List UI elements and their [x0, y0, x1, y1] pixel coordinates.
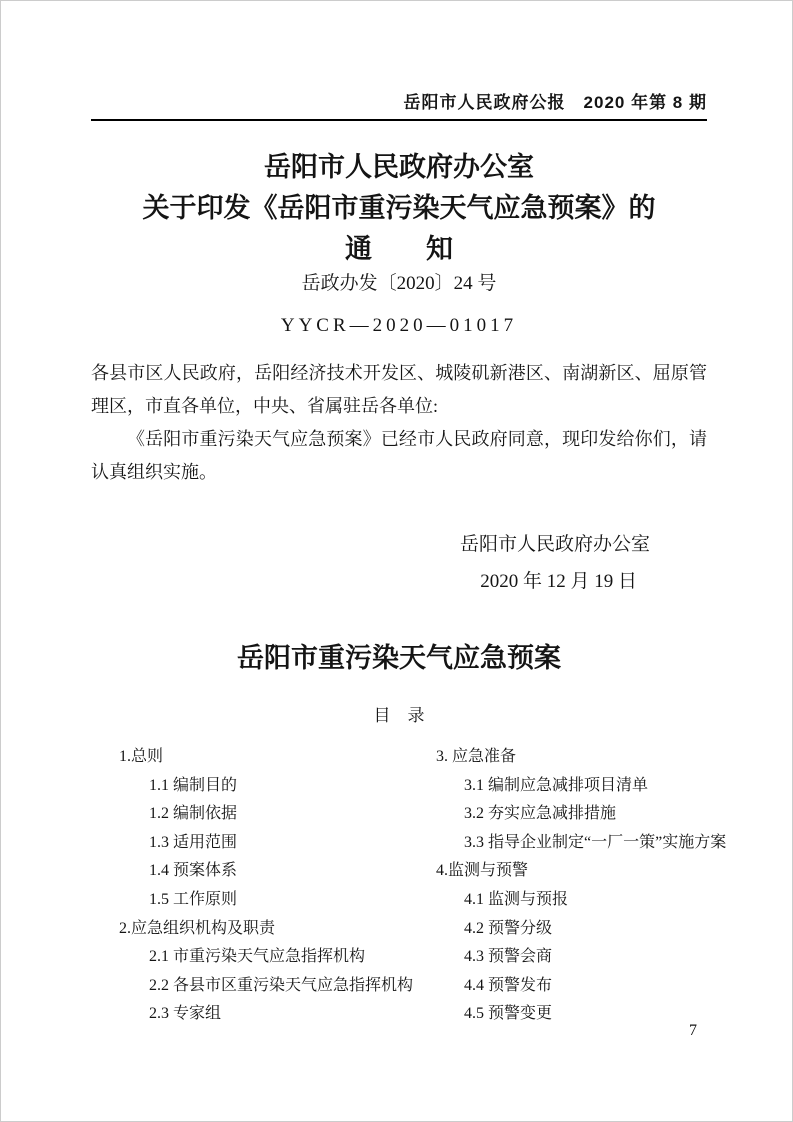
toc-item: 1.1 编制目的	[149, 776, 238, 794]
toc-item: 2.3 专家组	[149, 1005, 222, 1023]
notice-title-line-3: 通 知	[345, 234, 453, 264]
body-paragraph: 《岳阳市重污染天气应急预案》已经市人民政府同意，现印发给你们，请认真组织实施。	[91, 429, 707, 482]
signature-date: 2020 年 12 月 19 日	[480, 571, 637, 592]
doc-number: 岳政办发〔2020〕24 号	[301, 273, 497, 294]
toc-item: 2.1 市重污染天气应急指挥机构	[149, 948, 366, 966]
toc-item: 3. 应急准备	[436, 748, 517, 765]
toc-item: 2.应急组织机构及职责	[119, 919, 276, 937]
signature-org: 岳阳市人民政府办公室	[459, 534, 650, 555]
toc-item: 4.5 预警变更	[464, 1005, 553, 1023]
table-of-contents	[91, 743, 727, 1029]
toc-item: 1.5 工作原则	[149, 890, 238, 908]
notice-title	[91, 147, 707, 270]
plan-title: 岳阳市重污染天气应急预案	[237, 643, 561, 673]
notice-title-line-1: 岳阳市人民政府办公室	[264, 152, 534, 182]
toc-item: 3.1 编制应急减排项目清单	[464, 776, 649, 794]
toc-right-column	[436, 743, 726, 1029]
toc-left-column	[91, 743, 436, 1029]
toc-item: 4.2 预警分级	[464, 919, 553, 937]
toc-heading: 目 录	[373, 706, 425, 725]
toc-item: 4.3 预警会商	[464, 948, 553, 966]
gazette-header: 岳阳市人民政府公报 2020 年第 8 期	[91, 93, 707, 121]
salutation-paragraph: 各县市区人民政府，岳阳经济技术开发区、城陵矶新港区、南湖新区、屈原管理区，市直各单位，中央、省属驻岳各单位:	[91, 363, 707, 416]
toc-item: 4.4 预警发布	[464, 976, 553, 994]
notice-body	[91, 357, 707, 489]
toc-item: 1.4 预案体系	[149, 862, 238, 880]
signature-block	[91, 533, 707, 594]
toc-item: 2.2 各县市区重污染天气应急指挥机构	[149, 976, 414, 994]
toc-item: 1.总则	[119, 748, 164, 765]
page-number: 7	[689, 1022, 697, 1039]
toc-item: 4.1 监测与预报	[464, 890, 569, 908]
toc-item: 1.3 适用范围	[149, 833, 238, 851]
notice-title-line-2: 关于印发《岳阳市重污染天气应急预案》的	[142, 193, 656, 223]
registry-code: YYCR—2020—01017	[280, 315, 518, 336]
toc-item: 1.2 编制依据	[149, 805, 238, 823]
toc-item: 3.2 夯实应急减排措施	[464, 805, 617, 823]
toc-item: 3.3 指导企业制定“一厂一策”实施方案	[464, 833, 727, 851]
toc-item: 4.监测与预警	[436, 862, 529, 880]
